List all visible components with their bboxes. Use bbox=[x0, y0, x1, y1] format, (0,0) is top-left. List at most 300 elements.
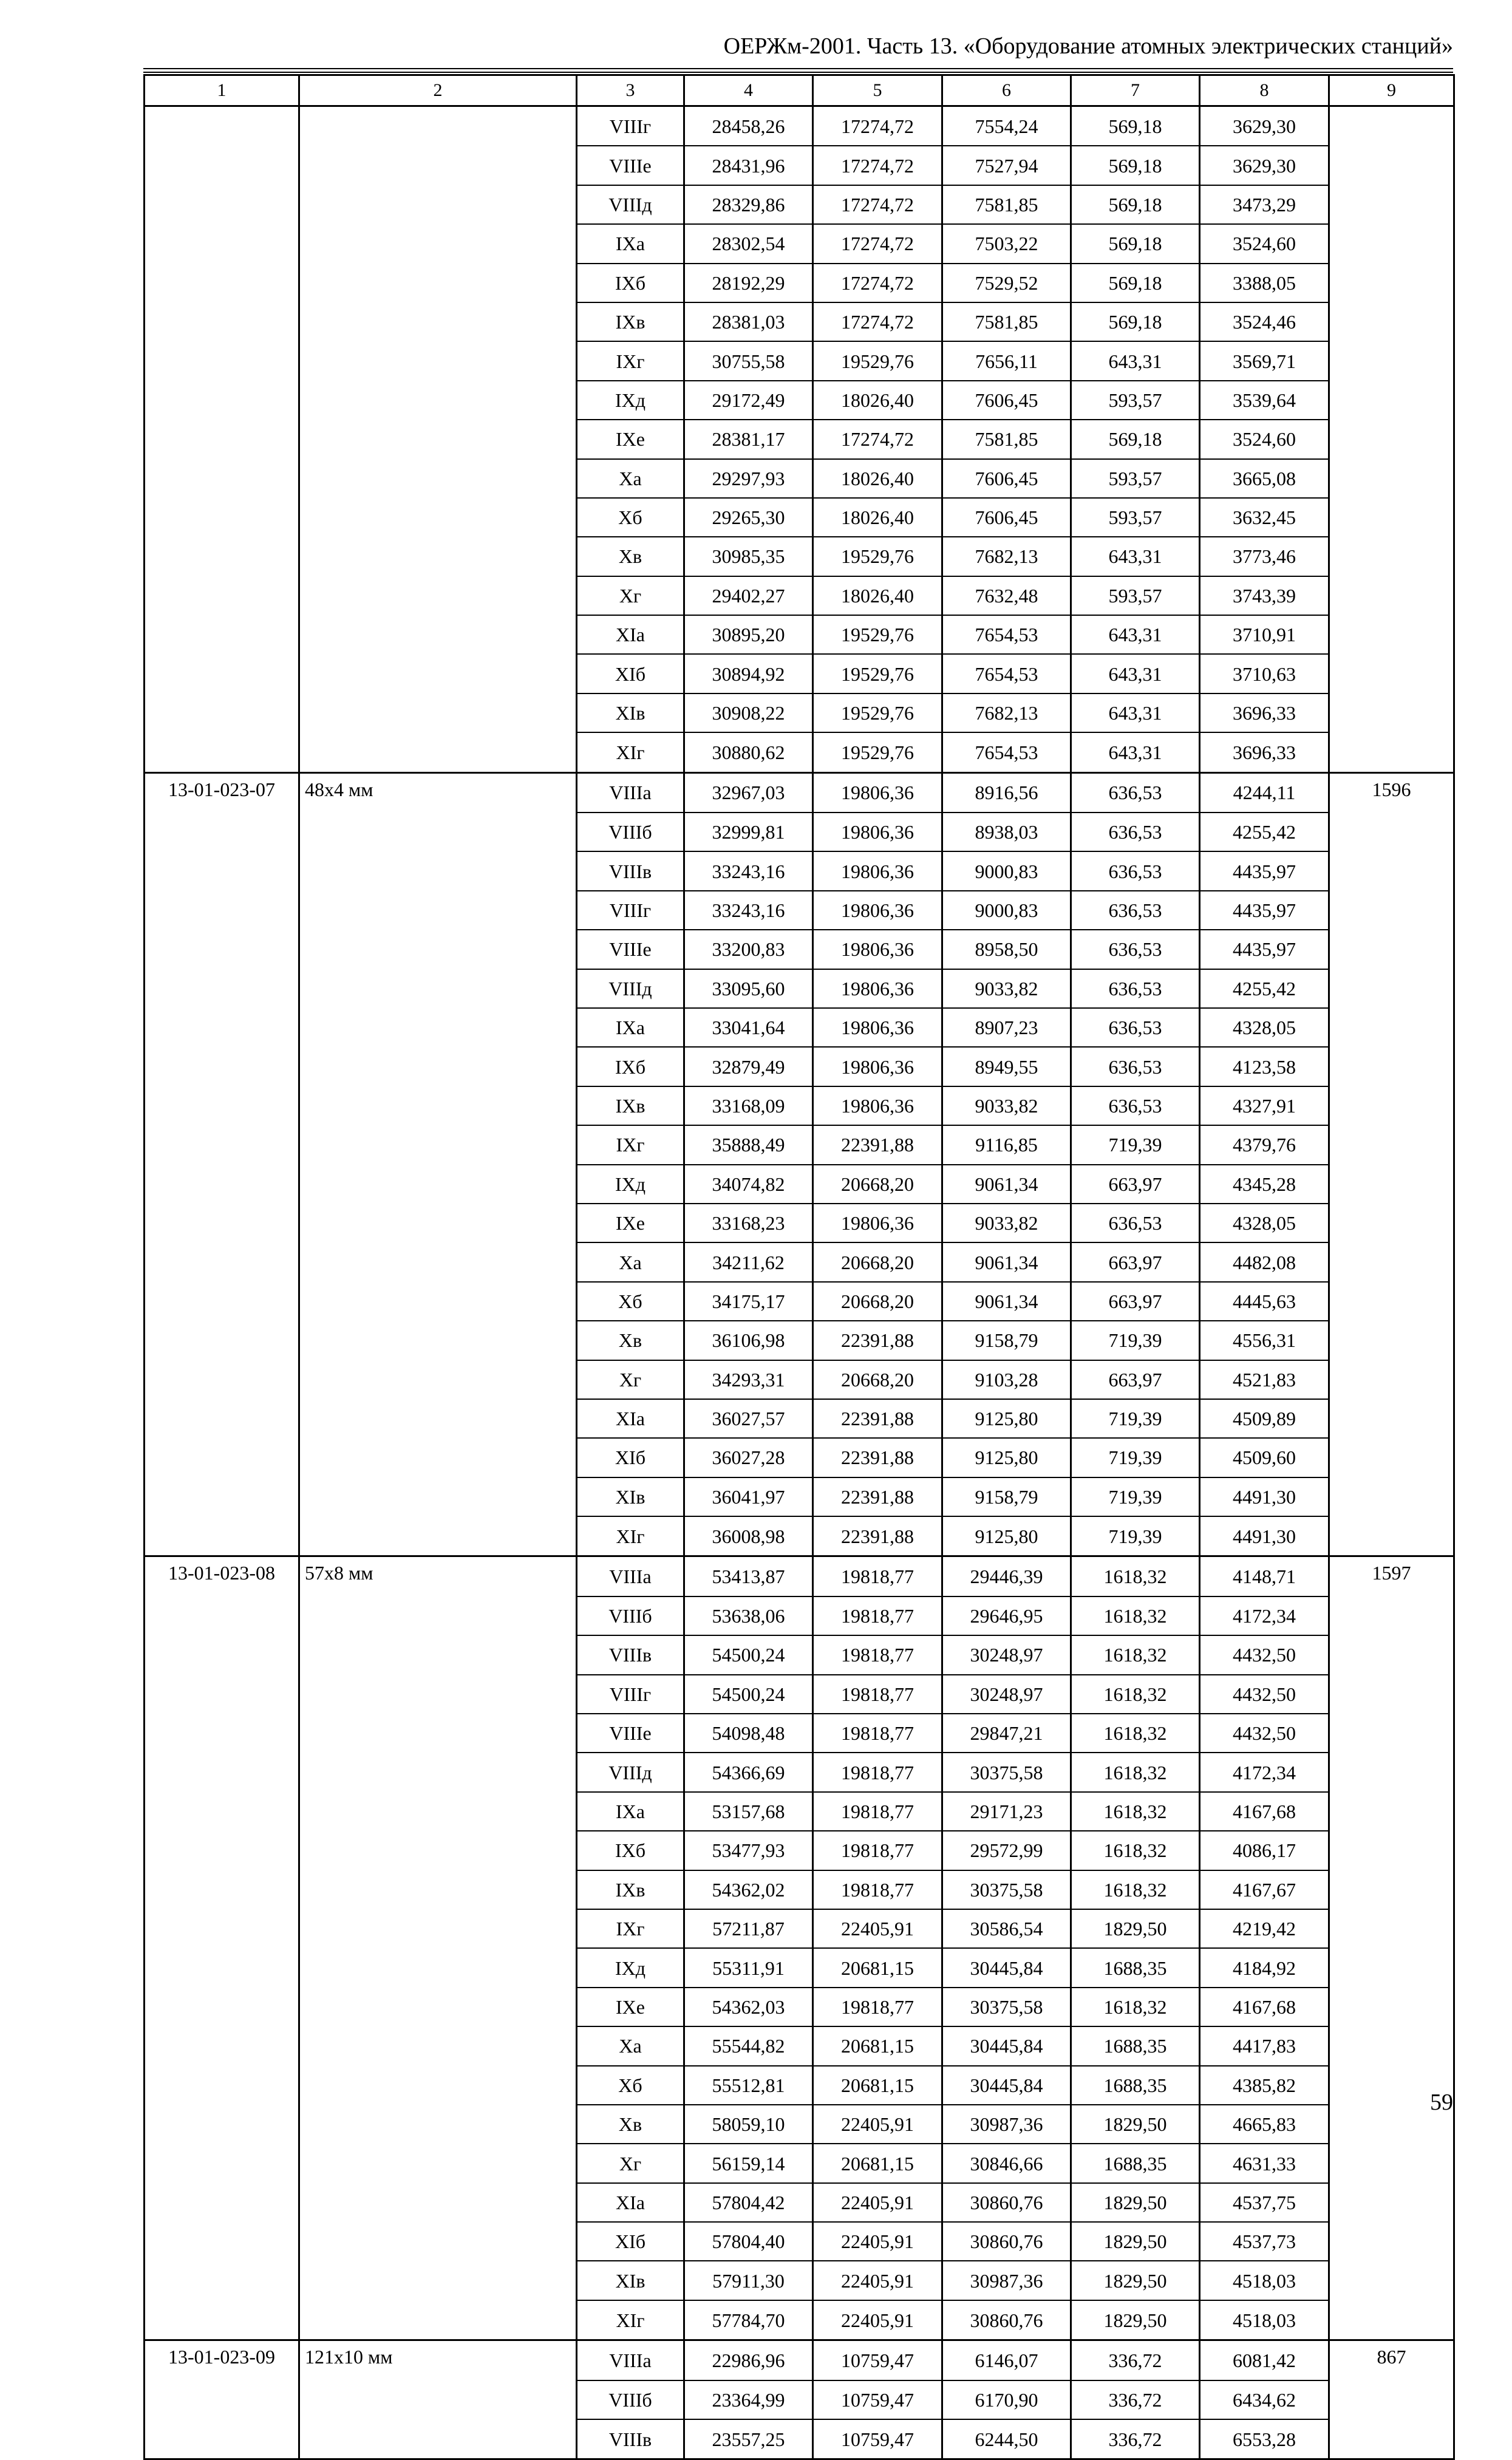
table-row bbox=[145, 264, 1454, 302]
price-value-cell: 3539,64 bbox=[1200, 381, 1329, 420]
column-9-cell bbox=[1329, 1635, 1454, 1674]
resource-code-cell bbox=[145, 1047, 299, 1086]
table-row bbox=[145, 341, 1454, 380]
resource-code-cell bbox=[145, 146, 299, 185]
pipe-size-cell bbox=[299, 1792, 577, 1831]
zone-cell: VIIIб bbox=[577, 2380, 684, 2419]
table-row bbox=[145, 106, 1454, 146]
price-value-cell: 1618,32 bbox=[1071, 1675, 1200, 1714]
price-value-cell: 36041,97 bbox=[684, 1477, 813, 1516]
column-9-cell bbox=[1329, 1516, 1454, 1556]
pipe-size-cell bbox=[299, 264, 577, 302]
price-value-cell: 29297,93 bbox=[684, 459, 813, 498]
resource-code-cell bbox=[145, 576, 299, 615]
pipe-size-cell bbox=[299, 576, 577, 615]
price-value-cell: 53638,06 bbox=[684, 1596, 813, 1635]
price-value-cell: 4537,75 bbox=[1200, 2183, 1329, 2222]
zone-cell: IXа bbox=[577, 1792, 684, 1831]
zone-cell: IXб bbox=[577, 264, 684, 302]
pipe-size-cell bbox=[299, 2066, 577, 2105]
price-value-cell: 17274,72 bbox=[813, 302, 942, 341]
price-value-cell: 7606,45 bbox=[942, 498, 1071, 537]
price-value-cell: 4445,63 bbox=[1200, 1282, 1329, 1321]
pipe-size-cell bbox=[299, 654, 577, 693]
pipe-size-cell bbox=[299, 1008, 577, 1047]
price-value-cell: 593,57 bbox=[1071, 381, 1200, 420]
price-value-cell: 19818,77 bbox=[813, 1831, 942, 1870]
zone-cell: IXд bbox=[577, 1948, 684, 1987]
zone-cell: IXв bbox=[577, 1086, 684, 1125]
table-row bbox=[145, 1556, 1454, 1596]
table-row bbox=[145, 1242, 1454, 1281]
price-value-cell: 30755,58 bbox=[684, 341, 813, 380]
table-row bbox=[145, 576, 1454, 615]
resource-code-cell bbox=[145, 693, 299, 732]
price-value-cell: 30445,84 bbox=[942, 2066, 1071, 2105]
price-value-cell: 1688,35 bbox=[1071, 2144, 1200, 2182]
price-value-cell: 3569,71 bbox=[1200, 341, 1329, 380]
table-row bbox=[145, 891, 1454, 930]
price-value-cell: 643,31 bbox=[1071, 732, 1200, 772]
price-value-cell: 8907,23 bbox=[942, 1008, 1071, 1047]
price-value-cell: 57211,87 bbox=[684, 1909, 813, 1948]
price-value-cell: 4123,58 bbox=[1200, 1047, 1329, 1086]
column-9-cell bbox=[1329, 1086, 1454, 1125]
column-number: 1 bbox=[145, 75, 299, 106]
pipe-size-cell bbox=[299, 615, 577, 654]
price-value-cell: 7581,85 bbox=[942, 420, 1071, 458]
column-number: 4 bbox=[684, 75, 813, 106]
zone-cell: VIIIв bbox=[577, 1635, 684, 1674]
column-9-cell bbox=[1329, 1438, 1454, 1477]
price-value-cell: 18026,40 bbox=[813, 459, 942, 498]
price-value-cell: 57784,70 bbox=[684, 2300, 813, 2340]
price-value-cell: 1618,32 bbox=[1071, 1831, 1200, 1870]
column-9-cell bbox=[1329, 930, 1454, 969]
zone-cell: XIа bbox=[577, 615, 684, 654]
price-value-cell: 636,53 bbox=[1071, 813, 1200, 851]
table-row bbox=[145, 1909, 1454, 1948]
price-value-cell: 28302,54 bbox=[684, 224, 813, 263]
table-row bbox=[145, 1438, 1454, 1477]
zone-cell: IXг bbox=[577, 1125, 684, 1164]
price-value-cell: 55311,91 bbox=[684, 1948, 813, 1987]
price-value-cell: 19818,77 bbox=[813, 1556, 942, 1596]
table-row bbox=[145, 1204, 1454, 1242]
resource-code-cell bbox=[145, 302, 299, 341]
price-value-cell: 19806,36 bbox=[813, 851, 942, 890]
price-value-cell: 10759,47 bbox=[813, 2340, 942, 2380]
column-9-cell bbox=[1329, 732, 1454, 772]
price-value-cell: 30860,76 bbox=[942, 2183, 1071, 2222]
price-value-cell: 22405,91 bbox=[813, 2222, 942, 2261]
resource-code-cell bbox=[145, 2419, 299, 2459]
resource-code-cell bbox=[145, 2380, 299, 2419]
price-value-cell: 22391,88 bbox=[813, 1321, 942, 1360]
resource-code-cell bbox=[145, 1321, 299, 1360]
price-value-cell: 719,39 bbox=[1071, 1125, 1200, 1164]
table-row bbox=[145, 1516, 1454, 1556]
table-row bbox=[145, 2380, 1454, 2419]
price-value-cell: 7581,85 bbox=[942, 302, 1071, 341]
pipe-size-cell bbox=[299, 1831, 577, 1870]
zone-cell: VIIIв bbox=[577, 851, 684, 890]
column-9-cell bbox=[1329, 1831, 1454, 1870]
price-value-cell: 22391,88 bbox=[813, 1125, 942, 1164]
price-value-cell: 4556,31 bbox=[1200, 1321, 1329, 1360]
column-9-cell bbox=[1329, 1596, 1454, 1635]
price-value-cell: 22391,88 bbox=[813, 1516, 942, 1556]
column-9-cell: 1597 bbox=[1329, 1556, 1454, 1596]
price-value-cell: 19806,36 bbox=[813, 1086, 942, 1125]
zone-cell: VIIIг bbox=[577, 106, 684, 146]
zone-cell: Xб bbox=[577, 1282, 684, 1321]
price-value-cell: 10759,47 bbox=[813, 2380, 942, 2419]
price-value-cell: 9116,85 bbox=[942, 1125, 1071, 1164]
price-value-cell: 9158,79 bbox=[942, 1321, 1071, 1360]
price-value-cell: 19529,76 bbox=[813, 341, 942, 380]
price-value-cell: 23364,99 bbox=[684, 2380, 813, 2419]
price-value-cell: 4172,34 bbox=[1200, 1596, 1329, 1635]
price-value-cell: 7682,13 bbox=[942, 537, 1071, 576]
zone-cell: IXб bbox=[577, 1047, 684, 1086]
price-value-cell: 36027,28 bbox=[684, 1438, 813, 1477]
price-value-cell: 55544,82 bbox=[684, 2026, 813, 2065]
resource-code-cell bbox=[145, 1948, 299, 1987]
pipe-size-cell bbox=[299, 1321, 577, 1360]
price-value-cell: 1618,32 bbox=[1071, 1753, 1200, 1791]
price-table bbox=[143, 74, 1455, 2460]
price-value-cell: 569,18 bbox=[1071, 302, 1200, 341]
price-value-cell: 19806,36 bbox=[813, 1008, 942, 1047]
table-row bbox=[145, 1831, 1454, 1870]
price-value-cell: 53157,68 bbox=[684, 1792, 813, 1831]
column-9-cell bbox=[1329, 693, 1454, 732]
table-row bbox=[145, 1399, 1454, 1438]
price-value-cell: 3710,63 bbox=[1200, 654, 1329, 693]
price-value-cell: 336,72 bbox=[1071, 2340, 1200, 2380]
price-value-cell: 30846,66 bbox=[942, 2144, 1071, 2182]
column-9-cell bbox=[1329, 1282, 1454, 1321]
column-9-cell bbox=[1329, 302, 1454, 341]
price-value-cell: 28431,96 bbox=[684, 146, 813, 185]
column-9-cell bbox=[1329, 459, 1454, 498]
table-row bbox=[145, 2105, 1454, 2144]
resource-code-cell bbox=[145, 1909, 299, 1948]
price-value-cell: 4086,17 bbox=[1200, 1831, 1329, 1870]
resource-code-cell bbox=[145, 1675, 299, 1714]
price-value-cell: 4491,30 bbox=[1200, 1516, 1329, 1556]
price-value-cell: 29171,23 bbox=[942, 1792, 1071, 1831]
column-9-cell bbox=[1329, 1477, 1454, 1516]
price-value-cell: 19818,77 bbox=[813, 1675, 942, 1714]
price-value-cell: 9000,83 bbox=[942, 851, 1071, 890]
zone-cell: VIIIг bbox=[577, 891, 684, 930]
table-row bbox=[145, 1635, 1454, 1674]
price-value-cell: 3743,39 bbox=[1200, 576, 1329, 615]
price-value-cell: 569,18 bbox=[1071, 420, 1200, 458]
price-value-cell: 18026,40 bbox=[813, 576, 942, 615]
price-value-cell: 7654,53 bbox=[942, 732, 1071, 772]
zone-cell: Xб bbox=[577, 2066, 684, 2105]
price-value-cell: 22405,91 bbox=[813, 2261, 942, 2300]
table-row bbox=[145, 772, 1454, 813]
column-9-cell bbox=[1329, 1870, 1454, 1909]
price-value-cell: 33243,16 bbox=[684, 891, 813, 930]
table-row bbox=[145, 969, 1454, 1008]
table-row bbox=[145, 146, 1454, 185]
price-value-cell: 30586,54 bbox=[942, 1909, 1071, 1948]
column-number: 9 bbox=[1329, 75, 1454, 106]
column-9-cell bbox=[1329, 1008, 1454, 1047]
pipe-size-cell bbox=[299, 2261, 577, 2300]
column-9-cell bbox=[1329, 1360, 1454, 1399]
price-value-cell: 1688,35 bbox=[1071, 2066, 1200, 2105]
pipe-size-cell bbox=[299, 693, 577, 732]
column-9-cell bbox=[1329, 615, 1454, 654]
price-value-cell: 4417,83 bbox=[1200, 2026, 1329, 2065]
zone-cell: Xа bbox=[577, 1242, 684, 1281]
price-value-cell: 719,39 bbox=[1071, 1399, 1200, 1438]
table-row bbox=[145, 1086, 1454, 1125]
price-value-cell: 54366,69 bbox=[684, 1753, 813, 1791]
price-value-cell: 643,31 bbox=[1071, 693, 1200, 732]
price-value-cell: 19818,77 bbox=[813, 1635, 942, 1674]
column-9-cell bbox=[1329, 1792, 1454, 1831]
pipe-size-cell bbox=[299, 1596, 577, 1635]
pipe-size-cell bbox=[299, 459, 577, 498]
price-value-cell: 9125,80 bbox=[942, 1399, 1071, 1438]
zone-cell: Xа bbox=[577, 2026, 684, 2065]
price-value-cell: 54362,03 bbox=[684, 1988, 813, 2026]
resource-code-cell bbox=[145, 1125, 299, 1164]
resource-code-cell bbox=[145, 1714, 299, 1753]
price-value-cell: 54098,48 bbox=[684, 1714, 813, 1753]
price-value-cell: 3629,30 bbox=[1200, 106, 1329, 146]
zone-cell: IXг bbox=[577, 1909, 684, 1948]
resource-code-cell bbox=[145, 2300, 299, 2340]
price-value-cell: 6081,42 bbox=[1200, 2340, 1329, 2380]
pipe-size-cell bbox=[299, 1753, 577, 1791]
table-row bbox=[145, 1948, 1454, 1987]
resource-code-cell bbox=[145, 420, 299, 458]
resource-code-cell bbox=[145, 1086, 299, 1125]
price-value-cell: 3524,60 bbox=[1200, 420, 1329, 458]
price-value-cell: 30985,35 bbox=[684, 537, 813, 576]
zone-cell: IXе bbox=[577, 1988, 684, 2026]
price-value-cell: 636,53 bbox=[1071, 891, 1200, 930]
price-value-cell: 19818,77 bbox=[813, 1792, 942, 1831]
price-value-cell: 53413,87 bbox=[684, 1556, 813, 1596]
pipe-size-cell bbox=[299, 2183, 577, 2222]
column-9-cell bbox=[1329, 969, 1454, 1008]
price-value-cell: 19806,36 bbox=[813, 930, 942, 969]
zone-cell: XIг bbox=[577, 2300, 684, 2340]
pipe-size-cell bbox=[299, 2026, 577, 2065]
table-row bbox=[145, 1870, 1454, 1909]
pipe-size-cell bbox=[299, 1438, 577, 1477]
pipe-size-cell bbox=[299, 2222, 577, 2261]
price-value-cell: 29172,49 bbox=[684, 381, 813, 420]
pipe-size-cell bbox=[299, 1165, 577, 1204]
zone-cell: Xв bbox=[577, 537, 684, 576]
column-number-row bbox=[145, 75, 1454, 106]
price-value-cell: 19818,77 bbox=[813, 1753, 942, 1791]
price-value-cell: 30445,84 bbox=[942, 2026, 1071, 2065]
price-value-cell: 56159,14 bbox=[684, 2144, 813, 2182]
price-value-cell: 569,18 bbox=[1071, 185, 1200, 224]
column-9-cell bbox=[1329, 1125, 1454, 1164]
price-value-cell: 6244,50 bbox=[942, 2419, 1071, 2459]
price-value-cell: 9125,80 bbox=[942, 1516, 1071, 1556]
resource-code-cell bbox=[145, 2222, 299, 2261]
price-value-cell: 33168,09 bbox=[684, 1086, 813, 1125]
price-value-cell: 1829,50 bbox=[1071, 1909, 1200, 1948]
price-value-cell: 22391,88 bbox=[813, 1438, 942, 1477]
column-9-cell bbox=[1329, 1714, 1454, 1753]
zone-cell: XIб bbox=[577, 1438, 684, 1477]
column-9-cell bbox=[1329, 2300, 1454, 2340]
price-value-cell: 33243,16 bbox=[684, 851, 813, 890]
table-row bbox=[145, 537, 1454, 576]
resource-code-cell bbox=[145, 1399, 299, 1438]
zone-cell: VIIIб bbox=[577, 813, 684, 851]
table-row bbox=[145, 2066, 1454, 2105]
table-row bbox=[145, 654, 1454, 693]
price-value-cell: 7554,24 bbox=[942, 106, 1071, 146]
price-value-cell: 9033,82 bbox=[942, 969, 1071, 1008]
table-row bbox=[145, 1477, 1454, 1516]
price-value-cell: 1688,35 bbox=[1071, 2026, 1200, 2065]
pipe-size-cell: 121х10 мм bbox=[299, 2340, 577, 2380]
table-row bbox=[145, 2261, 1454, 2300]
zone-cell: Xв bbox=[577, 2105, 684, 2144]
price-value-cell: 53477,93 bbox=[684, 1831, 813, 1870]
price-value-cell: 636,53 bbox=[1071, 1204, 1200, 1242]
column-9-cell bbox=[1329, 1047, 1454, 1086]
price-value-cell: 1618,32 bbox=[1071, 1635, 1200, 1674]
price-value-cell: 30860,76 bbox=[942, 2222, 1071, 2261]
pipe-size-cell bbox=[299, 1204, 577, 1242]
resource-code-cell bbox=[145, 185, 299, 224]
zone-cell: Xб bbox=[577, 498, 684, 537]
price-value-cell: 1829,50 bbox=[1071, 2300, 1200, 2340]
zone-cell: Xв bbox=[577, 1321, 684, 1360]
column-9-cell bbox=[1329, 224, 1454, 263]
table-row bbox=[145, 2222, 1454, 2261]
resource-code-cell bbox=[145, 732, 299, 772]
table-row bbox=[145, 2340, 1454, 2380]
price-value-cell: 663,97 bbox=[1071, 1165, 1200, 1204]
page-number: 59 bbox=[1430, 2090, 1453, 2115]
resource-code-cell bbox=[145, 615, 299, 654]
table-row bbox=[145, 420, 1454, 458]
table-row bbox=[145, 1282, 1454, 1321]
table-row bbox=[145, 615, 1454, 654]
price-value-cell: 9125,80 bbox=[942, 1438, 1071, 1477]
price-value-cell: 54500,24 bbox=[684, 1675, 813, 1714]
column-9-cell: 1596 bbox=[1329, 772, 1454, 813]
zone-cell: VIIIг bbox=[577, 1675, 684, 1714]
resource-code-cell bbox=[145, 1438, 299, 1477]
table-row bbox=[145, 381, 1454, 420]
price-value-cell: 32879,49 bbox=[684, 1047, 813, 1086]
resource-code-cell bbox=[145, 2066, 299, 2105]
price-value-cell: 54362,02 bbox=[684, 1870, 813, 1909]
price-value-cell: 4172,34 bbox=[1200, 1753, 1329, 1791]
price-value-cell: 3665,08 bbox=[1200, 459, 1329, 498]
resource-code-cell bbox=[145, 1165, 299, 1204]
table-row bbox=[145, 2183, 1454, 2222]
price-value-cell: 643,31 bbox=[1071, 615, 1200, 654]
column-9-cell bbox=[1329, 654, 1454, 693]
table-row bbox=[145, 1008, 1454, 1047]
price-value-cell: 30987,36 bbox=[942, 2261, 1071, 2300]
price-value-cell: 719,39 bbox=[1071, 1321, 1200, 1360]
zone-cell: VIIIв bbox=[577, 2419, 684, 2459]
column-number: 3 bbox=[577, 75, 684, 106]
price-value-cell: 30375,58 bbox=[942, 1753, 1071, 1791]
price-value-cell: 4327,91 bbox=[1200, 1086, 1329, 1125]
price-value-cell: 4509,60 bbox=[1200, 1438, 1329, 1477]
price-value-cell: 7606,45 bbox=[942, 459, 1071, 498]
column-number: 2 bbox=[299, 75, 577, 106]
zone-cell: IXд bbox=[577, 1165, 684, 1204]
resource-code-cell bbox=[145, 2144, 299, 2182]
column-9-cell bbox=[1329, 498, 1454, 537]
price-value-cell: 4518,03 bbox=[1200, 2261, 1329, 2300]
column-9-cell bbox=[1329, 1675, 1454, 1714]
price-value-cell: 30908,22 bbox=[684, 693, 813, 732]
price-value-cell: 7656,11 bbox=[942, 341, 1071, 380]
zone-cell: XIв bbox=[577, 693, 684, 732]
zone-cell: VIIIд bbox=[577, 185, 684, 224]
pipe-size-cell bbox=[299, 1909, 577, 1948]
price-value-cell: 1829,50 bbox=[1071, 2105, 1200, 2144]
column-9-cell bbox=[1329, 1399, 1454, 1438]
price-value-cell: 28329,86 bbox=[684, 185, 813, 224]
price-value-cell: 636,53 bbox=[1071, 772, 1200, 813]
price-value-cell: 7529,52 bbox=[942, 264, 1071, 302]
price-value-cell: 32999,81 bbox=[684, 813, 813, 851]
resource-code-cell bbox=[145, 654, 299, 693]
resource-code-cell bbox=[145, 1360, 299, 1399]
price-value-cell: 4521,83 bbox=[1200, 1360, 1329, 1399]
price-value-cell: 719,39 bbox=[1071, 1516, 1200, 1556]
pipe-size-cell bbox=[299, 2300, 577, 2340]
pipe-size-cell bbox=[299, 1988, 577, 2026]
resource-code-cell bbox=[145, 1988, 299, 2026]
column-9-cell bbox=[1329, 537, 1454, 576]
zone-cell: XIв bbox=[577, 2261, 684, 2300]
column-9-cell bbox=[1329, 851, 1454, 890]
column-9-cell bbox=[1329, 1204, 1454, 1242]
price-value-cell: 57911,30 bbox=[684, 2261, 813, 2300]
zone-cell: XIа bbox=[577, 1399, 684, 1438]
price-value-cell: 1688,35 bbox=[1071, 1948, 1200, 1987]
table-row bbox=[145, 732, 1454, 772]
price-value-cell: 663,97 bbox=[1071, 1242, 1200, 1281]
resource-code-cell bbox=[145, 1008, 299, 1047]
price-value-cell: 1618,32 bbox=[1071, 1596, 1200, 1635]
price-value-cell: 4255,42 bbox=[1200, 969, 1329, 1008]
resource-code-cell bbox=[145, 459, 299, 498]
resource-code-cell bbox=[145, 1477, 299, 1516]
column-9-cell bbox=[1329, 2144, 1454, 2182]
column-number: 6 bbox=[942, 75, 1071, 106]
price-value-cell: 28458,26 bbox=[684, 106, 813, 146]
price-value-cell: 28192,29 bbox=[684, 264, 813, 302]
